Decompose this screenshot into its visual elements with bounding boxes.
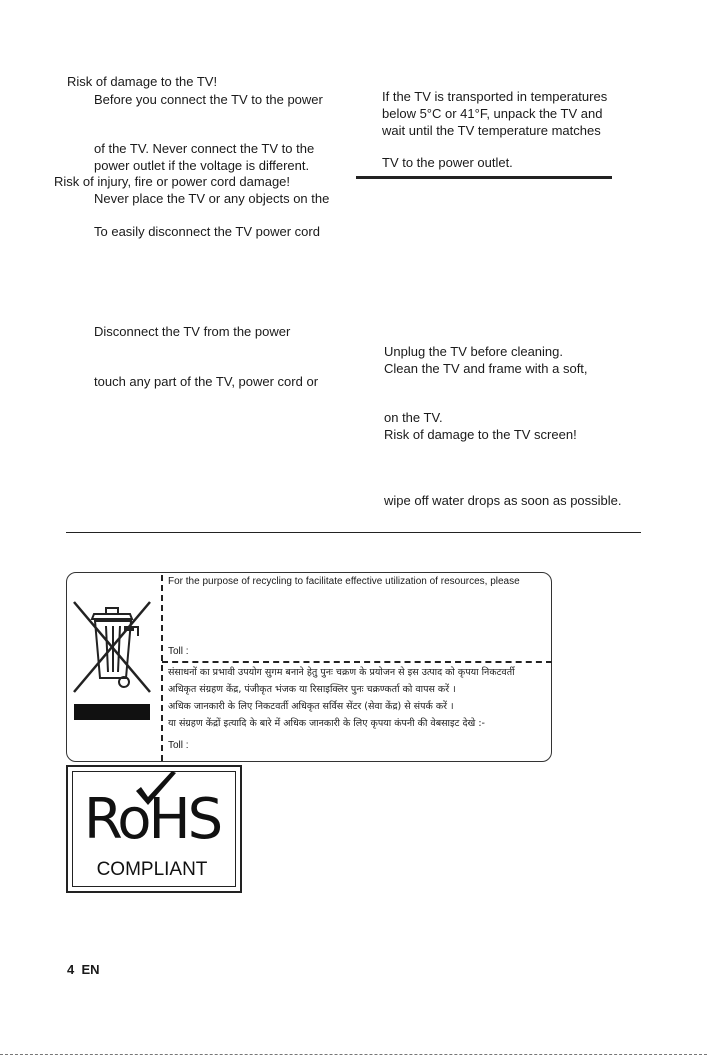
toll-label: Toll : — [168, 740, 189, 751]
text-line: Unplug the TV before cleaning. — [384, 344, 563, 359]
section-divider — [356, 176, 612, 179]
text-line: touch any part of the TV, power cord or — [94, 374, 319, 389]
rohs-compliant-label: COMPLIANT — [96, 859, 208, 880]
text-line: power outlet if the voltage is different. — [94, 158, 310, 173]
warning-heading-damage: Risk of damage to the TV! — [67, 74, 218, 89]
text-line: If the TV is transported in temperatures — [382, 89, 608, 104]
dashed-divider-vertical — [161, 575, 163, 761]
text-line: below 5°C or 41°F, unpack the TV and — [382, 106, 603, 121]
language-code: EN — [81, 962, 100, 977]
text-line: of the TV. Never connect the TV to the — [94, 141, 315, 156]
recycling-text-hi: संसाधनों का प्रभावी उपयोग सुगम बनाने हेतु पुनः चक्रण के प्रयोजन से इस उत्पाद को कृपया निकटवर्ती — [168, 667, 515, 678]
text-line: wipe off water drops as soon as possible. — [384, 493, 622, 508]
warning-heading-injury: Risk of injury, fire or power cord damage! — [54, 174, 291, 189]
dashed-divider-horizontal — [162, 661, 552, 663]
recycling-text-hi: या संग्रहण केंद्रों इत्यादि के बारे में अधिक जानकारी के लिए कृपया कंपनी की वेबसाइट देखे :- — [168, 718, 485, 729]
text-line: Before you connect the TV to the power — [94, 92, 323, 107]
page-footer — [67, 962, 100, 977]
warning-heading-screen: Risk of damage to the TV screen! — [384, 427, 577, 442]
text-line: on the TV. — [384, 410, 443, 425]
recycling-text-hi: अधिक जानकारी के लिए निकटवर्ती अधिकृत सर्विस सेंटर (सेवा केंद्र) से संपर्क करें । — [168, 701, 454, 712]
toll-label: Toll : — [168, 646, 189, 657]
text-line: Disconnect the TV from the power — [94, 324, 291, 339]
text-line: wait until the TV temperature matches — [382, 123, 601, 138]
text-line: Clean the TV and frame with a soft, — [384, 361, 588, 376]
rohs-wordmark: RoHS — [83, 787, 221, 852]
page-divider — [66, 532, 641, 533]
recycling-text-hi: अधिकृत संग्रहण केंद्र, पंजीकृत भंजक या रिसाइक्लिर पुनः चक्रण्कर्ता को वापस करें । — [168, 684, 456, 695]
crossed-out-wheelie-bin-icon — [68, 592, 156, 722]
text-line: TV to the power outlet. — [382, 155, 513, 170]
recycling-text-en: For the purpose of recycling to facilitate effective utilization of resources, please — [168, 576, 520, 587]
page-edge-dashes — [0, 1054, 707, 1055]
page-number: 4 — [67, 962, 75, 977]
text-line: Never place the TV or any objects on the — [94, 191, 330, 206]
rohs-logo — [66, 765, 242, 893]
text-line: To easily disconnect the TV power cord — [94, 224, 320, 239]
